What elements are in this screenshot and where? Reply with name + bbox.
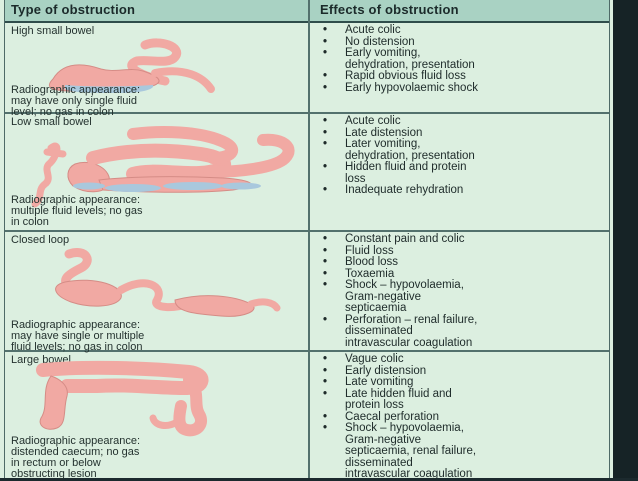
column-divider — [308, 0, 310, 478]
table-row — [5, 352, 609, 478]
effect-item: • Perforation – renal failure, disseminated intravascular coagulation — [323, 313, 478, 349]
header-type: Type of obstruction — [11, 2, 136, 17]
bowel-illustration — [13, 128, 303, 204]
header-effects: Effects of obstruction — [320, 2, 459, 17]
effect-item: • Early vomiting, dehydration, presentation — [323, 47, 475, 71]
effect-item: • Caecal perforation — [323, 410, 439, 423]
effect-item: • Shock – hypovolaemia, Gram-negative septicaemia — [323, 279, 464, 314]
radiographic-text: Radiographic appearance: multiple fluid levels; no gas in colon — [11, 194, 143, 228]
row-title: Closed loop — [11, 234, 70, 246]
table-row — [5, 23, 609, 118]
effect-item: • Late distension — [323, 126, 423, 139]
effect-item: • Later vomiting, dehydration, presentation — [323, 138, 475, 162]
effects-list — [317, 354, 607, 481]
radiographic-text: Radiographic appearance: may have only single fluid level; no gas in colon — [11, 84, 141, 118]
effect-item: • Early hypovolaemic shock — [323, 81, 478, 94]
radiographic-text: Radiographic appearance: may have single or multiple fluid levels; no gas in colon — [11, 319, 145, 353]
effect-item: • Late vomiting — [323, 376, 414, 388]
effect-item: • Shock – hypovolaemia, Gram-negative septicaemia, renal failure, disseminated intravascular coagulation — [323, 422, 477, 480]
effect-item: • Vague colic — [323, 353, 404, 365]
effect-item: • No distension — [323, 35, 415, 48]
table-row — [5, 232, 609, 352]
table-row — [5, 114, 609, 232]
radiographic-text: Radiographic appearance: distended caecum; no gas in rectum or below obstructing lesion — [11, 435, 141, 480]
effects-list — [317, 234, 607, 349]
effect-item: • Acute colic — [323, 24, 401, 36]
bowel-illustration — [27, 366, 227, 432]
effect-item: • Rapid obvious fluid loss — [323, 70, 466, 82]
effect-item: • Hidden fluid and protein loss — [323, 161, 467, 185]
row-title: Large bowel — [11, 354, 71, 366]
effect-item: • Early distension — [323, 364, 427, 377]
row-title: Low small bowel — [11, 116, 92, 128]
effect-item: • Inadequate rehydration — [323, 184, 464, 196]
effect-item: • Late hidden fluid and protein loss — [323, 387, 452, 411]
page-edge — [613, 0, 638, 478]
obstruction-table — [4, 0, 610, 478]
effect-item: • Toxaemia — [323, 267, 395, 280]
effect-item: • Acute colic — [323, 115, 401, 127]
effect-item: • Blood loss — [323, 256, 399, 268]
bowel-illustration — [25, 246, 285, 318]
effects-list — [317, 25, 607, 94]
row-title: High small bowel — [11, 25, 95, 37]
effect-item: • Constant pain and colic — [323, 233, 465, 245]
table-header — [5, 0, 609, 23]
effects-list — [317, 116, 607, 197]
effect-item: • Fluid loss — [323, 244, 394, 257]
